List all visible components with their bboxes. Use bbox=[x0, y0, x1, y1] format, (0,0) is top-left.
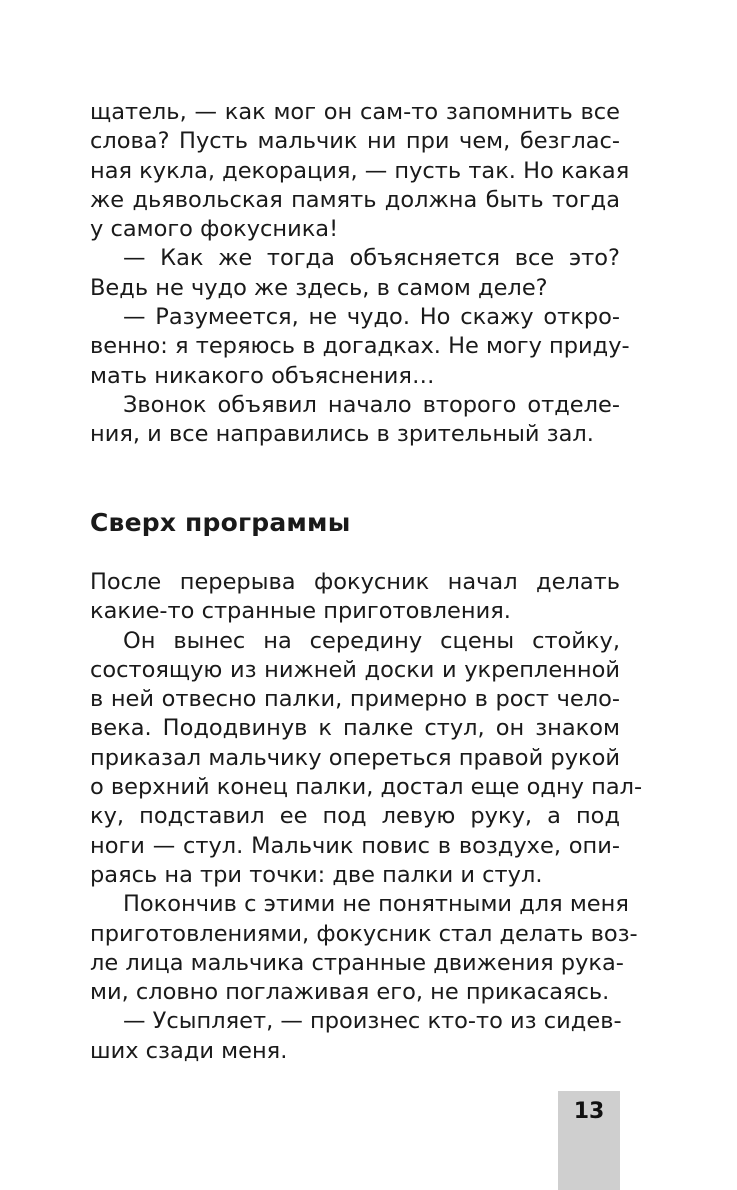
text-line: Он вынес на середину сцены стойку, bbox=[123, 627, 620, 654]
page-number: 13 bbox=[573, 1099, 605, 1124]
text-line: После перерыва фокусник начал делать bbox=[90, 569, 620, 595]
text-line: ми, словно поглаживая его, не прикасаясь. bbox=[90, 979, 610, 1006]
text-line: Ведь не чудо же здесь, в самом деле? bbox=[90, 274, 548, 301]
text-line: — Усыпляет, — произнес кто-то из сидев- bbox=[123, 1008, 622, 1035]
text-line: ния, и все направились в зрительный зал. bbox=[90, 421, 594, 448]
page-number-tab bbox=[558, 1091, 620, 1190]
text-line: — Как же тогда объясняется все это? bbox=[123, 245, 620, 272]
text-line: у самого фокусника! bbox=[90, 216, 339, 243]
section-heading: Сверх программы bbox=[90, 508, 351, 537]
text-line: венно: я теряюсь в догадках. Не могу приду- bbox=[90, 333, 630, 360]
text-line: слова? Пусть мальчик ни при чем, безглас- bbox=[90, 128, 620, 155]
text-line: ле лица мальчика странные движения рука- bbox=[90, 949, 624, 976]
text-line: мать никакого объяснения… bbox=[90, 362, 435, 389]
text-block-2 bbox=[90, 568, 643, 1066]
text-line: щатель, — как мог он сам-то запомнить все bbox=[90, 99, 620, 125]
text-line: в ней отвесно палки, примерно в рост чело- bbox=[90, 686, 620, 713]
text-line: о верхний конец палки, достал еще одну пал- bbox=[90, 774, 643, 801]
text-line: Покончив с этими не понятными для меня bbox=[123, 891, 629, 918]
text-line: приказал мальчику опереться правой рукой bbox=[90, 744, 620, 771]
text-line: ная кукла, декорация, — пусть так. Но какая bbox=[90, 157, 630, 184]
text-line: раясь на три точки: две палки и стул. bbox=[90, 861, 543, 888]
text-line: Звонок объявил начало второго отделе- bbox=[123, 391, 620, 418]
text-line: ку, подставил ее под левую руку, а под bbox=[90, 803, 620, 830]
text-line: приготовлениями, фокусник стал делать воз- bbox=[90, 920, 638, 947]
text-line: ших сзади меня. bbox=[90, 1037, 288, 1064]
text-line: же дьявольская память должна быть тогда bbox=[90, 186, 620, 213]
text-line: — Разумеется, не чудо. Но скажу откро- bbox=[123, 304, 620, 331]
text-block-1 bbox=[90, 98, 630, 450]
text-line: ноги — стул. Мальчик повис в воздухе, опи- bbox=[90, 832, 620, 859]
text-line: века. Пододвинув к палке стул, он знаком bbox=[90, 715, 620, 742]
text-line: состоящую из нижней доски и укрепленной bbox=[90, 656, 620, 683]
text-line: какие-то странные приготовления. bbox=[90, 598, 511, 625]
